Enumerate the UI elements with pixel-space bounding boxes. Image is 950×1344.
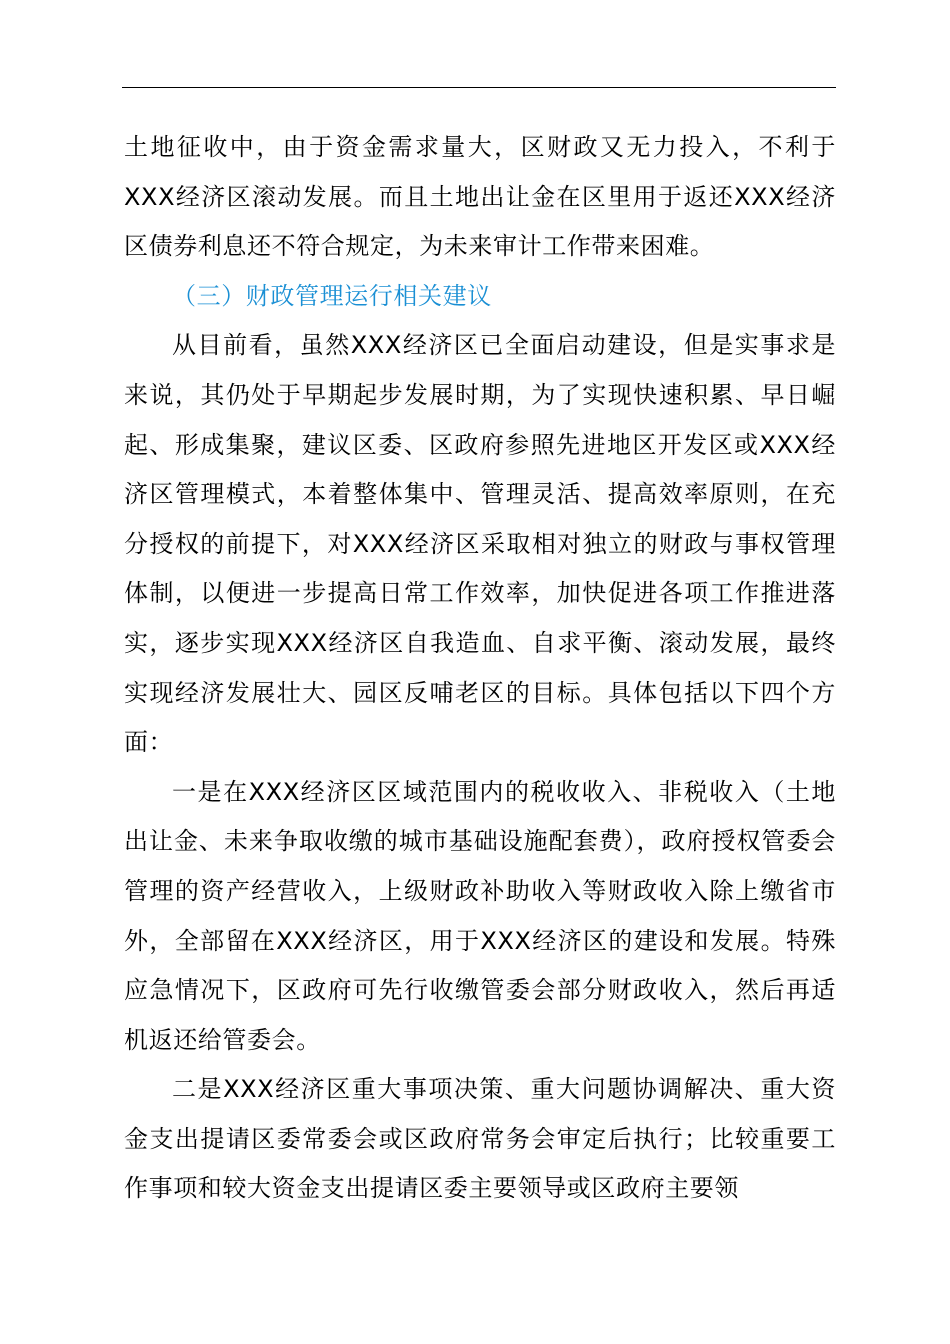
paragraph: 一是在XXX经济区区域范围内的税收收入、非税收入（土地出让金、未来争取收缴的城市基础设施配套费），政府授权管委会管理的资产经营收入，上级财政补助收入等财政收入除上缴省市外，全部留在XXX经济区，用于XXX经济区的建设和发展。特殊应急情况下，区政府可先行收缴管委会部分财政收入，然后再适机返还给管委会。 [124, 777, 836, 1054]
header-rule [122, 87, 836, 88]
section-heading: （三）财政管理运行相关建议 [172, 281, 492, 310]
paragraph-continued: 土地征收中，由于资金需求量大，区财政又无力投入，不利于XXX经济区滚动发展。而且土地出让金在区里用于返还XXX经济区债券利息还不符合规定，为未来审计工作带来困难。 [124, 133, 836, 261]
paragraph: 从目前看，虽然XXX经济区已全面启动建设，但是实事求是来说，其仍处于早期起步发展时期，为了实现快速积累、早日崛起、形成集聚，建议区委、区政府参照先进地区开发区或XXX经济区管理模式，本着整体集中、管理灵活、提高效率原则，在充分授权的前提下，对XXX经济区采取相对独立的财政与事权管理体制，以便进一步提高日常工作效率，加快促进各项工作推进落实，逐步实现XXX经济区自我造血、自求平衡、滚动发展，最终实现经济发展壮大、园区反哺老区的目标。具体包括以下四个方面： [124, 331, 836, 757]
paragraph: 二是XXX经济区重大事项决策、重大问题协调解决、重大资金支出提请区委常委会或区政府常务会审定后执行；比较重要工作事项和较大资金支出提请区委主要领导或区政府主要领 [124, 1075, 836, 1203]
document-body [124, 123, 836, 1214]
